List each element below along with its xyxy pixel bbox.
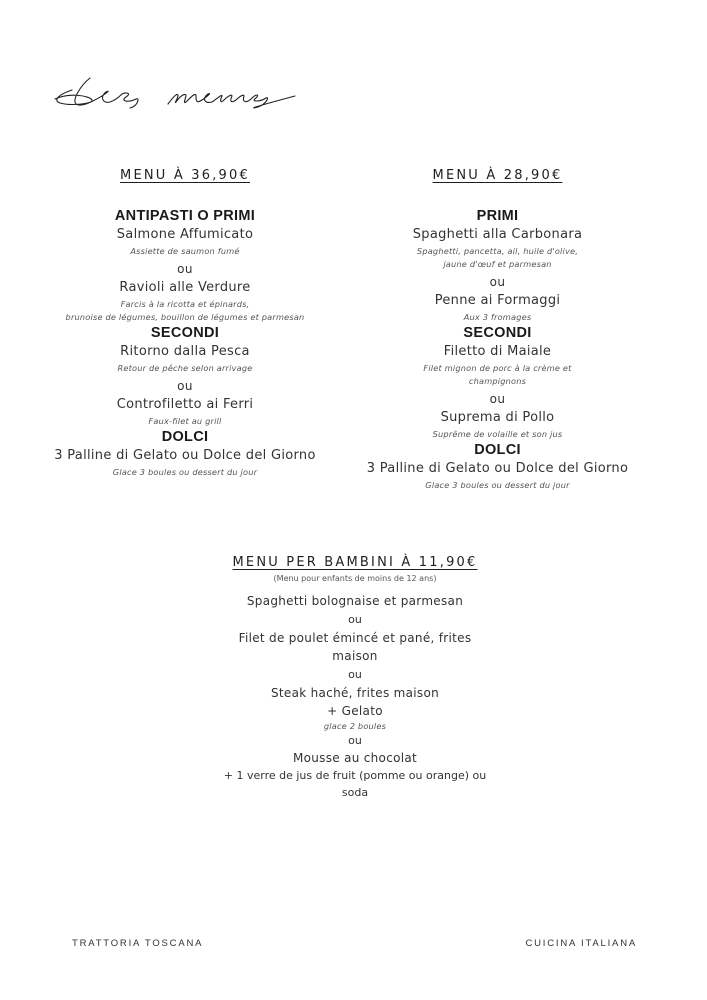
separator-ou: ou <box>348 734 362 747</box>
kids-item: maison <box>332 649 378 663</box>
separator-ou: ou <box>348 613 362 626</box>
course-heading: DOLCI <box>474 442 521 458</box>
course-heading: ANTIPASTI O PRIMI <box>114 208 256 224</box>
dish-name: Ritorno dalla Pesca <box>120 344 250 359</box>
dish-name: Suprema di Pollo <box>440 410 555 425</box>
separator-ou: ou <box>489 392 506 406</box>
separator-ou: ou <box>348 668 362 681</box>
dish-description: Faux-filet au grill <box>148 416 222 426</box>
menu-heading: MENU À 36,90€ <box>120 168 250 183</box>
dish-name: Salmone Affumicato <box>116 227 254 242</box>
dish-description: Glace 3 boules ou dessert du jour <box>112 467 258 477</box>
dish-name: Ravioli alle Verdure <box>119 280 251 295</box>
dish-description: Assiette de saumon fumé <box>130 246 240 256</box>
dish-name: Penne ai Formaggi <box>434 293 561 308</box>
dish-name: Spaghetti alla Carbonara <box>412 227 583 242</box>
kids-drink: soda <box>341 786 369 799</box>
dish-description: Retour de pêche selon arrivage <box>117 363 253 373</box>
menu-heading: MENU À 28,90€ <box>432 168 563 183</box>
dish-description: Suprême de volaille et son jus <box>432 429 563 439</box>
kids-menu-note: (Menu pour enfants de moins de 12 ans) <box>273 574 437 583</box>
dish-description: Glace 3 boules ou dessert du jour <box>425 480 570 490</box>
separator-ou: ou <box>177 379 193 393</box>
dish-name: 3 Palline di Gelato ou Dolce del Giorno <box>366 461 629 476</box>
page-title <box>50 66 310 116</box>
dish-description: Farcis à la ricotta et épinards, <box>120 299 250 309</box>
dish-description: Filet mignon de porc à la crème et <box>423 363 572 373</box>
kids-item: Filet de poulet émincé et pané, frites <box>238 631 472 645</box>
kids-item: Spaghetti bolognaise et parmesan <box>246 594 464 608</box>
footer-restaurant-name: TRATTORIA TOSCANA <box>72 938 204 949</box>
kids-dessert: Mousse au chocolat <box>292 751 418 765</box>
menu-bambini <box>190 551 520 801</box>
course-heading: SECONDI <box>150 325 220 341</box>
dish-name: 3 Palline di Gelato ou Dolce del Giorno <box>54 448 316 463</box>
dish-description: Spaghetti, pancetta, ail, huile d'olive, <box>416 246 579 256</box>
course-heading: SECONDI <box>463 325 532 341</box>
dish-name: Filetto di Maiale <box>443 344 552 359</box>
footer-tagline: CUICINA ITALIANA <box>525 938 637 949</box>
dish-description: glace 2 boules <box>323 721 387 731</box>
kids-item: Steak haché, frites maison <box>270 686 440 700</box>
menu-heading: MENU PER BAMBINI À 11,90€ <box>232 555 478 570</box>
dish-description: Aux 3 fromages <box>463 312 532 322</box>
dish-description: jaune d'œuf et parmesan <box>443 259 552 269</box>
separator-ou: ou <box>177 262 193 276</box>
kids-drink: + 1 verre de jus de fruit (pomme ou orange) ou <box>223 769 487 782</box>
dish-description: champignons <box>468 376 527 386</box>
course-heading: DOLCI <box>161 429 209 445</box>
dish-name: Controfiletto ai Ferri <box>116 397 254 412</box>
dish-description: brunoise de légumes, bouillon de légumes et parmesan <box>65 312 305 322</box>
menu-36-90 <box>40 164 330 479</box>
course-heading: PRIMI <box>476 208 519 224</box>
kids-dessert: + Gelato <box>327 704 383 718</box>
separator-ou: ou <box>489 275 506 289</box>
menu-28-90 <box>350 164 645 492</box>
